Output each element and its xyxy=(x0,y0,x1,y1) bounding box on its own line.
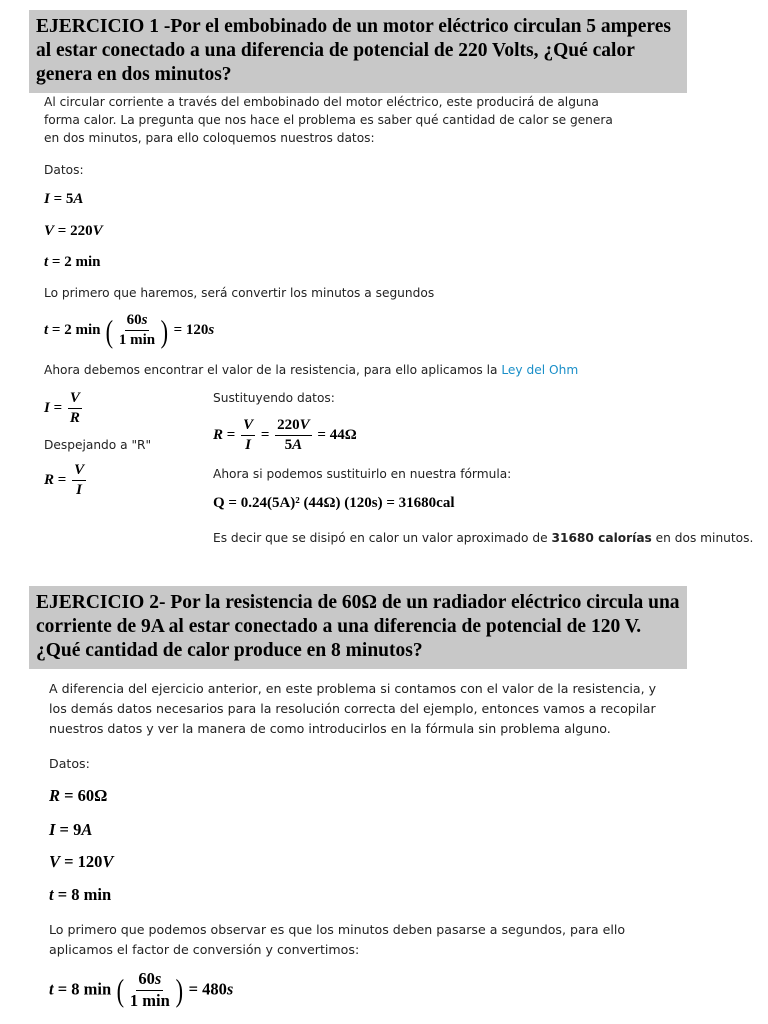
datos-label-2: Datos: xyxy=(49,756,90,771)
datos-label: Datos: xyxy=(44,163,84,177)
equation-resistance-2: R = 60Ω xyxy=(49,786,108,805)
equation-time-conversion: t = 2 min ( $\frac{60s}{1 \min}$ ) = 120s xyxy=(44,312,215,349)
equation-time-2: t = 8 min xyxy=(49,885,112,904)
sustituirlo-text: Ahora si podemos sustituirlo en nuestra fórmula: xyxy=(213,467,512,481)
equation-time: t = 2 min xyxy=(44,254,101,270)
equation-time-conversion-2: t = 8 min ( $\frac{60s}{1 \min}$ ) = 480s xyxy=(49,969,234,1010)
conclusion-text: Es decir que se disipó en calor un valor aproximado de 31680 calorías en dos minutos. xyxy=(213,531,754,545)
equation-ohm-law: I = $\frac{V}{R}$ xyxy=(44,390,80,427)
exercise-2-intro: A diferencia del ejercicio anterior, en este problema si contamos con el valor de la resistencia, y los demás datos necesarios para la resolución correcta del ejemplo, entonces vamos a recopilar nuestros datos y ver la manera de como introducirlos en la fórmula sin problema alguno. xyxy=(49,681,657,736)
equation-heat: Q = 0.24(5A)² (44Ω) (120s) = 31680cal xyxy=(213,495,455,511)
sustituyendo-text: Sustituyendo datos: xyxy=(213,391,335,405)
equation-voltage: V = 220V xyxy=(44,223,103,239)
equation-resistance-formula: R = $\frac{V}{I}$ xyxy=(44,462,85,499)
resistance-text: Ahora debemos encontrar el valor de la resistencia, para ello aplicamos la Ley del Ohm xyxy=(44,363,579,377)
equation-current-2: I = 9A xyxy=(49,820,93,839)
conclusion-value: 31680 calorías xyxy=(551,531,652,545)
equation-voltage-2: V = 120V xyxy=(49,852,114,871)
ohm-law-link[interactable]: Ley del Ohm xyxy=(501,363,579,377)
convert-text: Lo primero que haremos, será convertir los minutos a segundos xyxy=(44,286,435,300)
exercise-2-heading: EJERCICIO 2- Por la resistencia de 60Ω de un radiador eléctrico circula una corriente de 9A al estar conectado a una diferencia de potencial de 120 V. ¿Qué cantidad de calor produce en 8 minutos? xyxy=(29,586,687,669)
equation-current: I = 5A xyxy=(44,191,84,207)
convert-text-2: Lo primero que podemos observar es que los minutos deben pasarse a segundos, para ello aplicamos el factor de conversión y convertimos: xyxy=(49,922,626,957)
exercise-1-heading: EJERCICIO 1 -Por el embobinado de un motor eléctrico circulan 5 amperes al estar conectado a una diferencia de potencial de 220 Volts, ¿Qué calor genera en dos minutos? xyxy=(29,10,687,93)
despejando-text: Despejando a "R" xyxy=(44,438,152,452)
exercise-1-intro: Al circular corriente a través del embobinado del motor eléctrico, este producirá de alguna forma calor. La pregunta que nos hace el problema es saber qué cantidad de calor se genera en dos minutos, para ello coloquemos nuestros datos: xyxy=(44,95,613,145)
equation-resistance-value: R = $\frac{V}{I}$ = $\frac{220V}{5A}$ = 44Ω xyxy=(213,417,357,454)
